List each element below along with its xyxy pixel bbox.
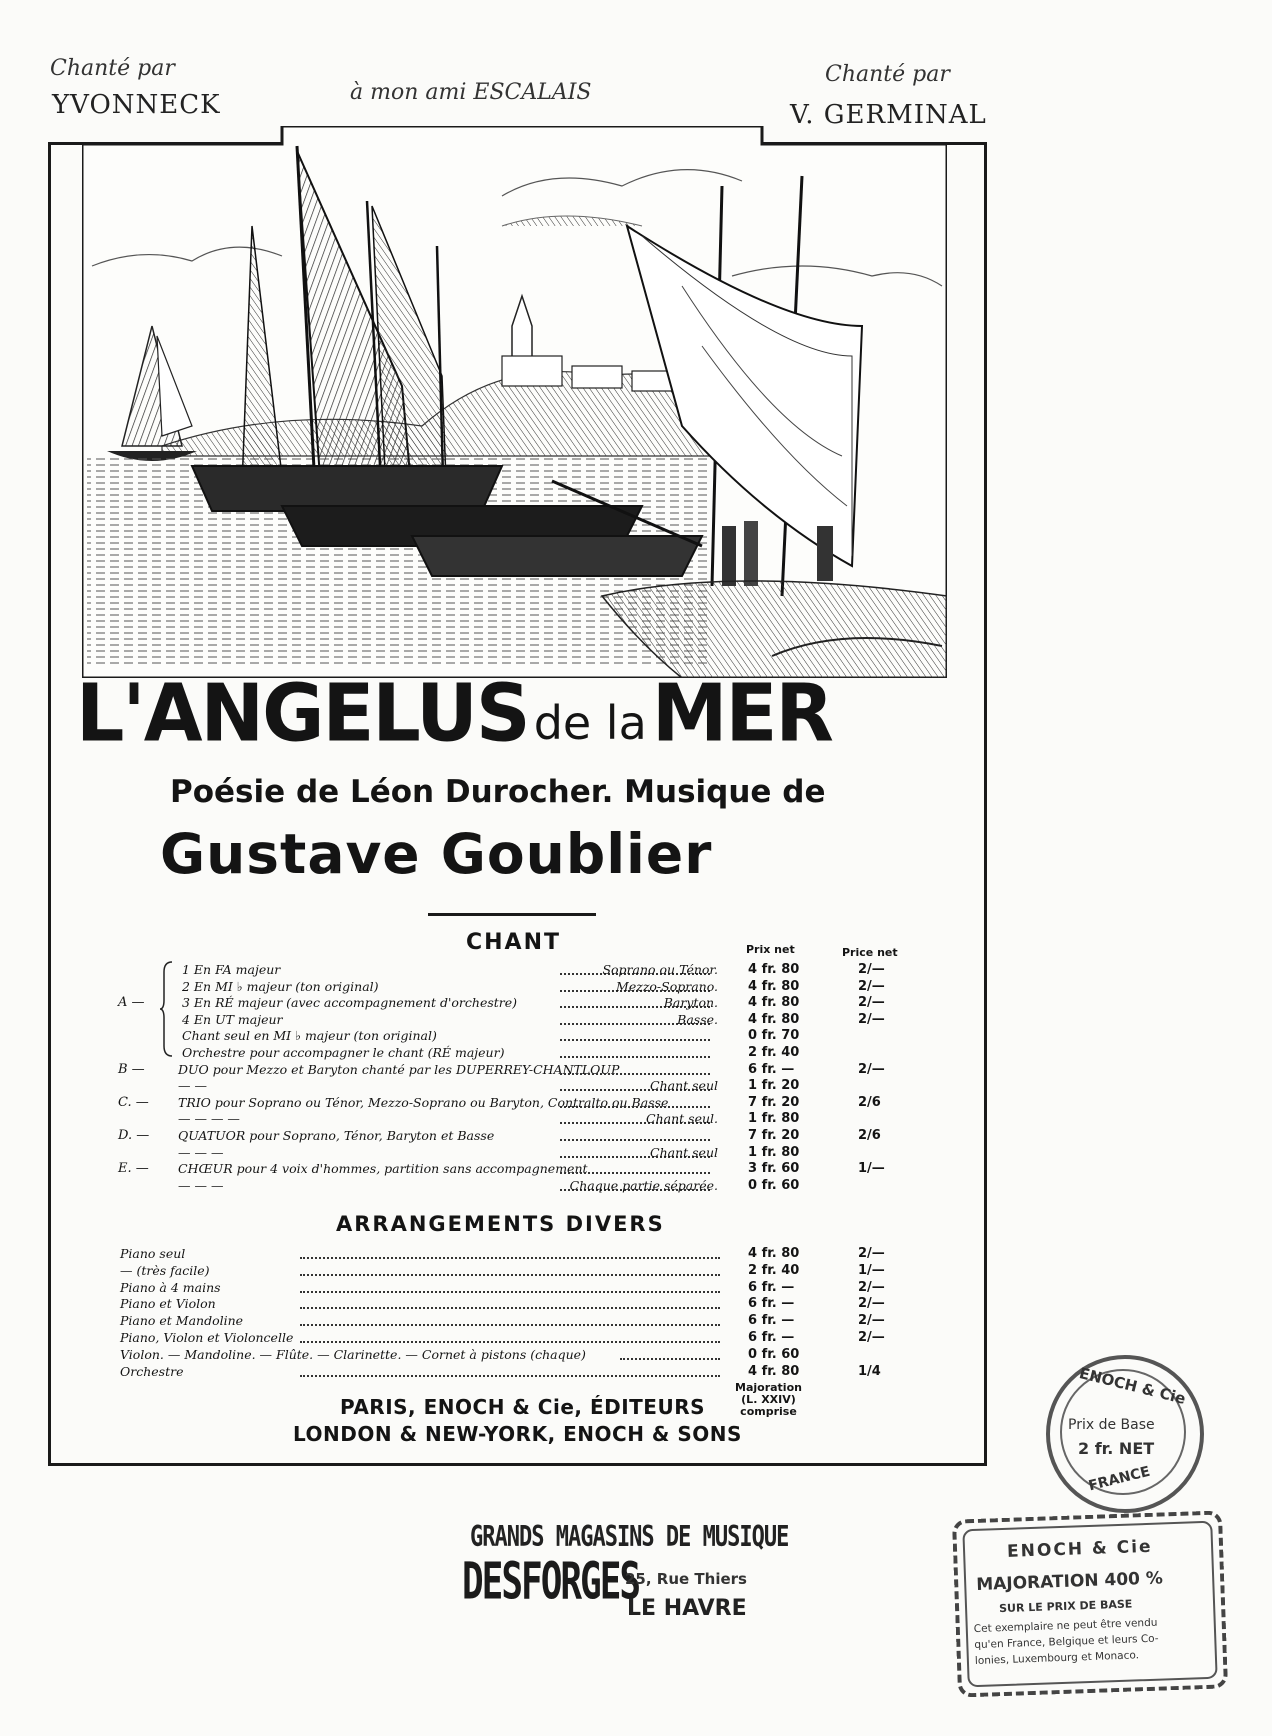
row-voice: Basse. <box>677 1011 718 1027</box>
arrangement-row <box>0 1280 1000 1296</box>
majoration-line2: (L. XXIV) <box>741 1393 796 1406</box>
row-description: 2 En MI ♭ majeur (ton original) <box>182 978 379 994</box>
row-price-net: 2/6 <box>858 1128 881 1143</box>
majoration-line1: Majoration <box>735 1381 802 1394</box>
row-prix-net: 1 fr. 80 <box>748 1144 800 1160</box>
row-price-net: 1/4 <box>858 1363 881 1379</box>
row-price-net: 1/— <box>858 1161 885 1177</box>
arrangements-heading: ARRANGEMENTS DIVERS <box>336 1212 665 1236</box>
majoration-line3: comprise <box>740 1405 797 1418</box>
row-price-net: 2/— <box>858 1246 885 1261</box>
row-price-net: 2/— <box>858 1061 885 1077</box>
row-letter: C. — <box>118 1094 149 1110</box>
row-prix-net: 4 fr. 80 <box>748 995 800 1011</box>
chant-row <box>0 1012 1000 1028</box>
row-description: Piano et Mandoline <box>120 1313 244 1329</box>
shop-stamp-city: LE HAVRE <box>627 1596 747 1621</box>
row-description: — — — <box>178 1144 224 1160</box>
shop-stamp-name: DESFORGES <box>462 1553 640 1612</box>
row-prix-net: 4 fr. 80 <box>748 1363 800 1379</box>
row-prix-net: 2 fr. 40 <box>748 1045 800 1060</box>
arrangement-row <box>0 1246 1000 1262</box>
chant-row <box>0 1045 1000 1061</box>
row-prix-net: 6 fr. — <box>748 1330 795 1345</box>
title-small: de la <box>533 696 647 750</box>
row-price-net: 2/— <box>858 995 885 1011</box>
row-voice: Chant seul <box>650 1144 718 1160</box>
rect-stamp-line4: Cet exemplaire ne peut être vendu <box>973 1616 1158 1636</box>
chant-row <box>0 1062 1000 1078</box>
row-description: DUO pour Mezzo et Baryton chanté par les DUPERREY-CHANTLOUP <box>178 1061 620 1077</box>
round-stamp-top: ENOCH & Cie <box>1077 1364 1188 1408</box>
chant-row <box>0 1111 1000 1127</box>
row-voice: Baryton. <box>663 995 718 1011</box>
price-stamp-round <box>1046 1355 1204 1513</box>
chant-row <box>0 995 1000 1011</box>
singer-left-name: YVONNECK <box>52 90 221 120</box>
composer-name: Gustave Goublier <box>160 822 713 886</box>
row-description: Violon. — Mandoline. — Flûte. — Clarinette. — Cornet à pistons (chaque) <box>120 1346 586 1362</box>
row-price-net: 1/— <box>858 1262 885 1278</box>
sung-by-right-label: Chanté par <box>825 62 950 87</box>
row-description: Orchestre <box>120 1363 184 1379</box>
row-description: Piano à 4 mains <box>120 1279 221 1295</box>
shop-stamp-line1: GRANDS MAGASINS DE MUSIQUE <box>470 1521 789 1554</box>
round-stamp-bottom: FRANCE <box>1086 1463 1152 1495</box>
round-stamp-line2: 2 fr. NET <box>1078 1439 1155 1458</box>
row-description: — — — <box>178 1177 224 1193</box>
round-stamp-line1: Prix de Base <box>1068 1417 1155 1433</box>
row-description: 1 En FA majeur <box>182 962 281 977</box>
row-letter: A — <box>118 995 145 1011</box>
rect-stamp-line6: lonies, Luxembourg et Monaco. <box>974 1649 1140 1668</box>
row-description: 3 En RÉ majeur (avec accompagnement d'orchestre) <box>182 995 518 1011</box>
row-prix-net: 2 fr. 40 <box>748 1262 800 1278</box>
chant-row <box>0 1161 1000 1177</box>
row-prix-net: 1 fr. 20 <box>748 1078 800 1094</box>
row-description: — — — — <box>178 1111 240 1127</box>
arrangement-row <box>0 1296 1000 1312</box>
title-main: L'ANGELUS <box>76 665 529 760</box>
song-title <box>76 665 876 778</box>
row-prix-net: 1 fr. 80 <box>748 1111 800 1127</box>
row-voice: Chaque partie séparée. <box>569 1177 718 1193</box>
majoration-stamp <box>952 1510 1228 1697</box>
chant-heading: CHANT <box>466 930 562 955</box>
row-description: Piano et Violon <box>120 1296 216 1312</box>
row-price-net: 2/— <box>858 962 885 977</box>
row-prix-net: 6 fr. — <box>748 1313 795 1329</box>
chant-row <box>0 1028 1000 1044</box>
publisher-paris: PARIS, ENOCH & Cie, ÉDITEURS <box>340 1395 706 1419</box>
arrangement-row <box>0 1313 1000 1329</box>
prix-net-header: Prix net <box>746 943 795 956</box>
row-prix-net: 4 fr. 80 <box>748 1246 800 1261</box>
row-description: TRIO pour Soprano ou Ténor, Mezzo-Soprano ou Baryton, Contralto ou Basse <box>178 1094 669 1110</box>
chant-row <box>0 962 1000 978</box>
row-description: QUATUOR pour Soprano, Ténor, Baryton et Basse <box>178 1128 495 1143</box>
row-prix-net: 4 fr. 80 <box>748 962 800 977</box>
dedication: à mon ami ESCALAIS <box>350 80 592 105</box>
arrangement-row <box>0 1263 1000 1279</box>
chant-row <box>0 1095 1000 1111</box>
chant-row <box>0 1178 1000 1194</box>
row-description: CHŒUR pour 4 voix d'hommes, partition sans accompagnement <box>178 1161 588 1177</box>
row-letter: D. — <box>118 1128 150 1143</box>
row-prix-net: 4 fr. 80 <box>748 1011 800 1027</box>
row-voice: Mezzo-Soprano. <box>616 978 718 994</box>
publisher-london: LONDON & NEW-YORK, ENOCH & SONS <box>293 1422 742 1446</box>
row-prix-net: 6 fr. — <box>748 1296 795 1312</box>
row-voice: Soprano ou Ténor. <box>602 962 718 977</box>
row-price-net: 2/— <box>858 1330 885 1345</box>
row-description: — — <box>178 1078 207 1094</box>
row-voice: Chant seul <box>650 1078 718 1094</box>
row-prix-net: 7 fr. 20 <box>748 1094 800 1110</box>
row-letter: E. — <box>118 1161 149 1177</box>
row-description: Piano, Violon et Violoncelle <box>120 1330 294 1345</box>
chant-row <box>0 1145 1000 1161</box>
row-prix-net: 6 fr. — <box>748 1279 795 1295</box>
row-prix-net: 3 fr. 60 <box>748 1161 800 1177</box>
subtitle: Poésie de Léon Durocher. Musique de <box>170 774 826 810</box>
row-prix-net: 0 fr. 60 <box>748 1177 800 1193</box>
row-price-net: 2/— <box>858 1313 885 1329</box>
arrangement-row <box>0 1330 1000 1346</box>
row-letter: B — <box>118 1061 145 1077</box>
row-prix-net: 7 fr. 20 <box>748 1128 800 1143</box>
chant-row <box>0 1128 1000 1144</box>
arrangement-row <box>0 1364 1000 1380</box>
row-prix-net: 0 fr. 60 <box>748 1346 800 1362</box>
singer-right-name: V. GERMINAL <box>790 100 987 130</box>
harbor-illustration <box>82 126 947 678</box>
row-prix-net: 6 fr. — <box>748 1061 795 1077</box>
rect-stamp-line1: ENOCH & Cie <box>1006 1536 1153 1562</box>
row-price-net: 2/6 <box>858 1094 881 1110</box>
row-description: Piano seul <box>120 1246 186 1261</box>
row-price-net: 2/— <box>858 978 885 994</box>
price-net-header: Price net <box>842 946 898 959</box>
divider <box>428 913 596 916</box>
arrangement-row <box>0 1347 1000 1363</box>
sung-by-left-label: Chanté par <box>50 56 175 81</box>
row-price-net: 2/— <box>858 1279 885 1295</box>
chant-row <box>0 1078 1000 1094</box>
title-main2: MER <box>651 665 832 760</box>
row-price-net: 2/— <box>858 1011 885 1027</box>
rect-stamp-line2: MAJORATION 400 % <box>975 1568 1164 1595</box>
row-prix-net: 0 fr. 70 <box>748 1028 800 1044</box>
row-price-net: 2/— <box>858 1296 885 1312</box>
row-description: Orchestre pour accompagner le chant (RÉ majeur) <box>182 1045 505 1060</box>
majoration-note <box>735 1382 802 1418</box>
row-description: 4 En UT majeur <box>182 1011 283 1027</box>
rect-stamp-line5: qu'en France, Belgique et leurs Co- <box>974 1632 1159 1652</box>
row-description: Chant seul en MI ♭ majeur (ton original) <box>182 1028 437 1044</box>
row-prix-net: 4 fr. 80 <box>748 978 800 994</box>
rect-stamp-line3: SUR LE PRIX DE BASE <box>998 1597 1133 1616</box>
chant-row <box>0 979 1000 995</box>
row-description: — (très facile) <box>120 1262 210 1278</box>
row-voice: Chant seul. <box>646 1111 718 1127</box>
shop-stamp-address: 25, Rue Thiers <box>625 1570 747 1588</box>
